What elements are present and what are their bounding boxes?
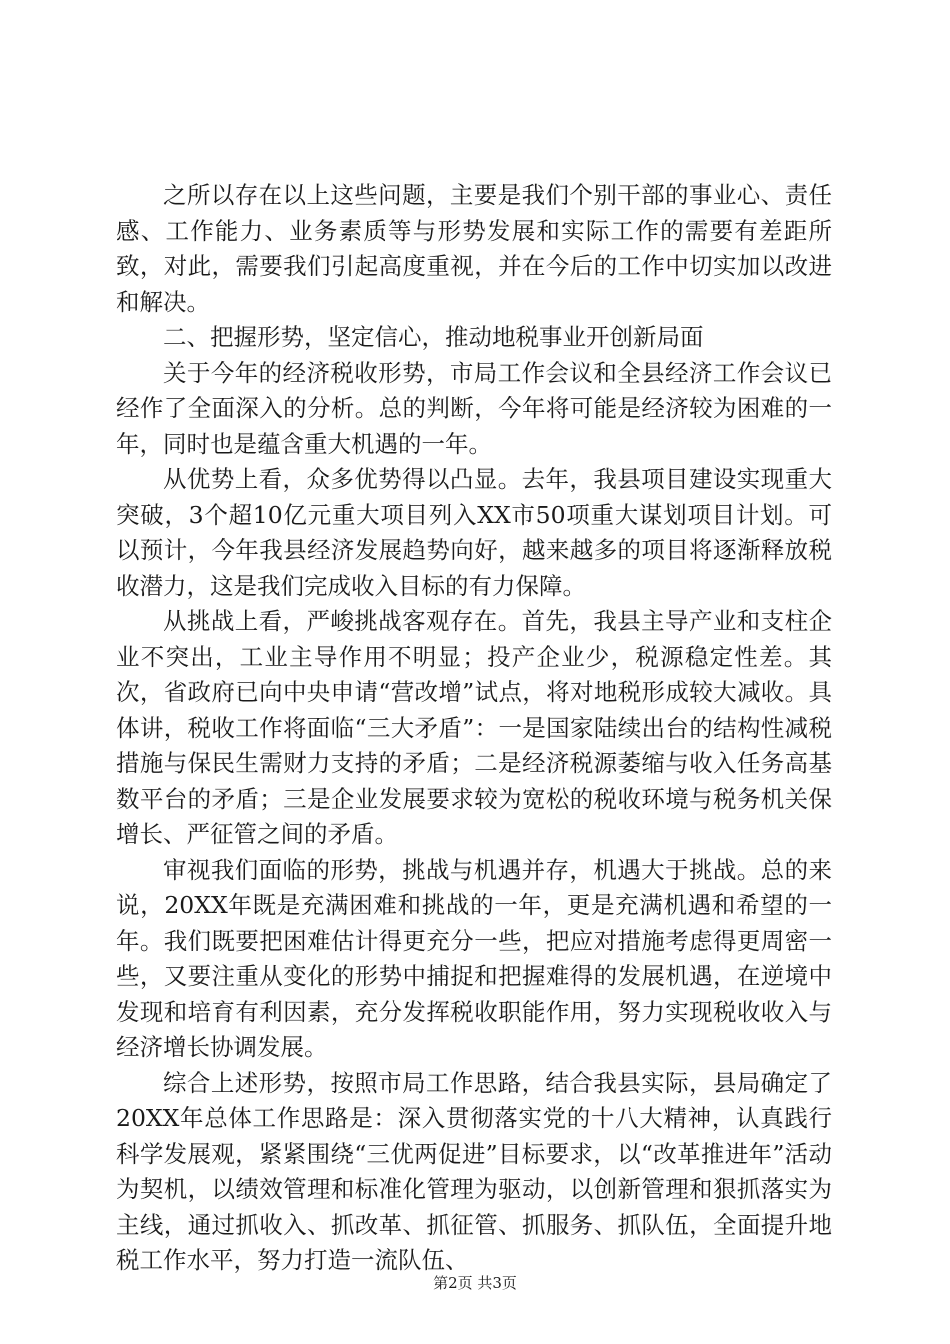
- paragraph-problem-causes: 之所以存在以上这些问题，主要是我们个别干部的事业心、责任感、工作能力、业务素质等与形势发展和实际工作的需要有差距所致，对此，需要我们引起高度重视，并在今后的工作中切实加以改进和解决。: [116, 181, 832, 316]
- page-number-footer: 第2页 共3页: [433, 1274, 517, 1292]
- document-body: [116, 178, 832, 1279]
- paragraph-challenges: 从挑战上看，严峻挑战客观存在。首先，我县主导产业和支柱企业不突出，工业主导作用不明显；投产企业少，税源稳定性差。其次，省政府已向中央申请“营改增”试点，将对地税形成较大减收。具体讲，税收工作将面临“三大矛盾”：一是国家陆续出台的结构性减税措施与保民生需财力支持的矛盾；二是经济税源萎缩与收入任务高基数平台的矛盾；三是企业发展要求较为宽松的税收环境与税务机关保增长、严征管之间的矛盾。: [116, 607, 832, 848]
- paragraph-assessment: 审视我们面临的形势，挑战与机遇并存，机遇大于挑战。总的来说，20XX年既是充满困难和挑战的一年，更是充满机遇和希望的一年。我们既要把困难估计得更充分一些，把应对措施考虑得更周密一些，又要注重从变化的形势中捕捉和把握难得的发展机遇，在逆境中发现和培育有利因素，充分发挥税收职能作用，努力实现税收收入与经济增长协调发展。: [116, 855, 832, 1061]
- section-heading-2: 二、把握形势，坚定信心，推动地税事业开创新局面: [163, 323, 704, 351]
- paragraph-work-plan: 综合上述形势，按照市局工作思路，结合我县实际，县局确定了20XX年总体工作思路是：深入贯彻落实党的十八大精神，认真践行科学发展观，紧紧围绕“三优两促进”目标要求，以“改革推进年”活动为契机，以绩效管理和标准化管理为驱动，以创新管理和狠抓落实为主线，通过抓收入、抓改革、抓征管、抓服务、抓队伍，全面提升地税工作水平，努力打造一流队伍、: [116, 1068, 832, 1274]
- paragraph-advantages: 从优势上看，众多优势得以凸显。去年，我县项目建设实现重大突破，3个超10亿元重大项目列入XX市50项重大谋划项目计划。可以预计，今年我县经济发展趋势向好，越来越多的项目将逐渐释放税收潜力，这是我们完成收入目标的有力保障。: [116, 465, 832, 600]
- paragraph-economic-situation: 关于今年的经济税收形势，市局工作会议和全县经济工作会议已经作了全面深入的分析。总的判断，今年将可能是经济较为困难的一年，同时也是蕴含重大机遇的一年。: [116, 358, 832, 458]
